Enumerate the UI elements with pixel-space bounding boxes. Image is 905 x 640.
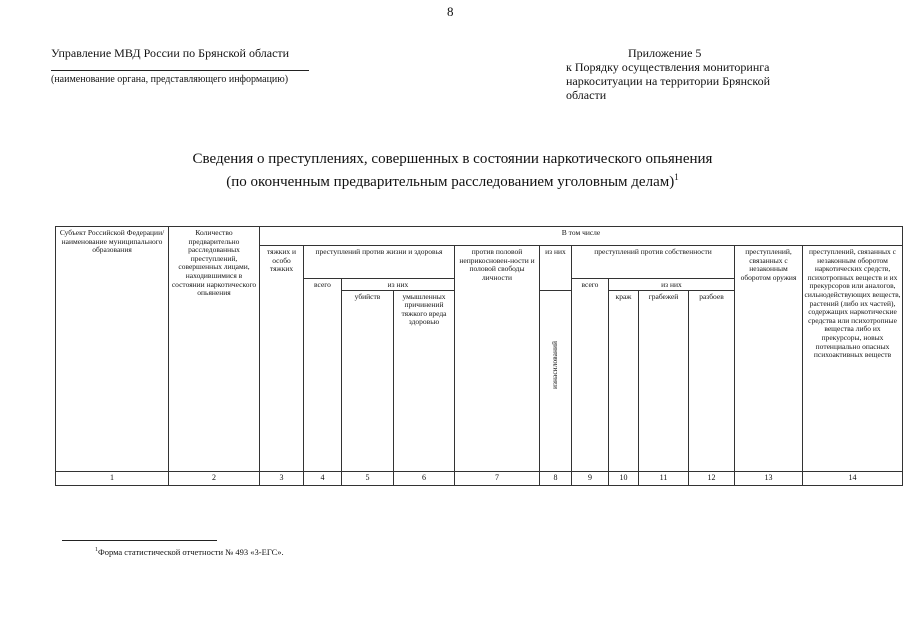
footnote-divider <box>62 540 217 541</box>
title-line-2-text: (по оконченным предварительным расследованием уголовным делам) <box>226 174 675 190</box>
org-caption: (наименование органа, представляющего информацию) <box>51 74 289 85</box>
col-number: 3 <box>260 471 304 485</box>
page-number: 8 <box>447 4 454 19</box>
col-number: 4 <box>304 471 342 485</box>
col-number: 5 <box>342 471 394 485</box>
header-property-total: всего <box>572 279 609 472</box>
header-drugs: преступлений, связанных с незаконным оборотом наркотических средств, психотропных веществ и их прекурсоров или аналогов, сильнодействующих веществ, растений (либо их частей), содержащих наркотические средства или психотропные вещества либо их прекурсоры, новых потенциально опасных психоактивных веществ <box>803 246 903 472</box>
header-life-health: преступлений против жизни и здоровья <box>304 246 455 279</box>
footnote-text: Форма статистической отчетности № 493 «3-ЕГС». <box>98 547 284 557</box>
header-assaults: разбоев <box>689 290 735 471</box>
header-rapes-cell <box>540 290 572 471</box>
header-including: В том числе <box>260 227 903 246</box>
title-line-1: Сведения о преступлениях, совершенных в состоянии наркотического опьянения <box>192 151 713 167</box>
header-weapons: преступлений, связанных с незаконным оборотом оружия <box>735 246 803 472</box>
col-number: 9 <box>572 471 609 485</box>
org-underline <box>51 70 309 71</box>
appendix-title: Приложение 5 <box>628 46 702 60</box>
header-subject: Субъект Российской Федерации/ наименование муниципального образования <box>56 227 169 472</box>
header-grave-crimes: тяжких и особо тяжких <box>260 246 304 472</box>
header-harm: умышленных причинений тяжкого вреда здоровью <box>394 290 455 471</box>
header-rapes: изнасилований <box>550 340 560 389</box>
col-number: 2 <box>169 471 260 485</box>
header-property: преступлений против собственности <box>572 246 735 279</box>
header-property-of-them: из них <box>609 279 735 291</box>
header-count: Количество предварительно расследованных преступлений, совершенных лицами, находившимися в состоянии наркотического опьянения <box>169 227 260 472</box>
org-name: Управление МВД России по Брянской области <box>51 46 290 60</box>
header-sexual: против половой неприкосновен-ности и половой свободы личности <box>455 246 540 472</box>
col-number: 10 <box>609 471 639 485</box>
col-number: 11 <box>639 471 689 485</box>
appendix-block <box>566 46 806 102</box>
crime-stats-table <box>55 226 903 486</box>
col-number: 14 <box>803 471 903 485</box>
col-number: 6 <box>394 471 455 485</box>
header-murders: убийств <box>342 290 394 471</box>
footnote-mark: 1 <box>95 547 98 554</box>
col-number: 1 <box>56 471 169 485</box>
col-number: 7 <box>455 471 540 485</box>
footnote <box>95 547 284 557</box>
header-life-total: всего <box>304 279 342 472</box>
header-robberies: грабежей <box>639 290 689 471</box>
header-of-them-sexual: из них <box>540 246 572 291</box>
title-line-2 <box>0 168 905 191</box>
col-number: 12 <box>689 471 735 485</box>
document-title <box>0 150 905 191</box>
title-footnote-mark: 1 <box>674 172 679 182</box>
appendix-text: к Порядку осуществления мониторинга наркоситуации на территории Брянской области <box>566 60 771 102</box>
col-number: 13 <box>735 471 803 485</box>
header-thefts: краж <box>609 290 639 471</box>
col-number: 8 <box>540 471 572 485</box>
header-life-of-them: из них <box>342 279 455 291</box>
